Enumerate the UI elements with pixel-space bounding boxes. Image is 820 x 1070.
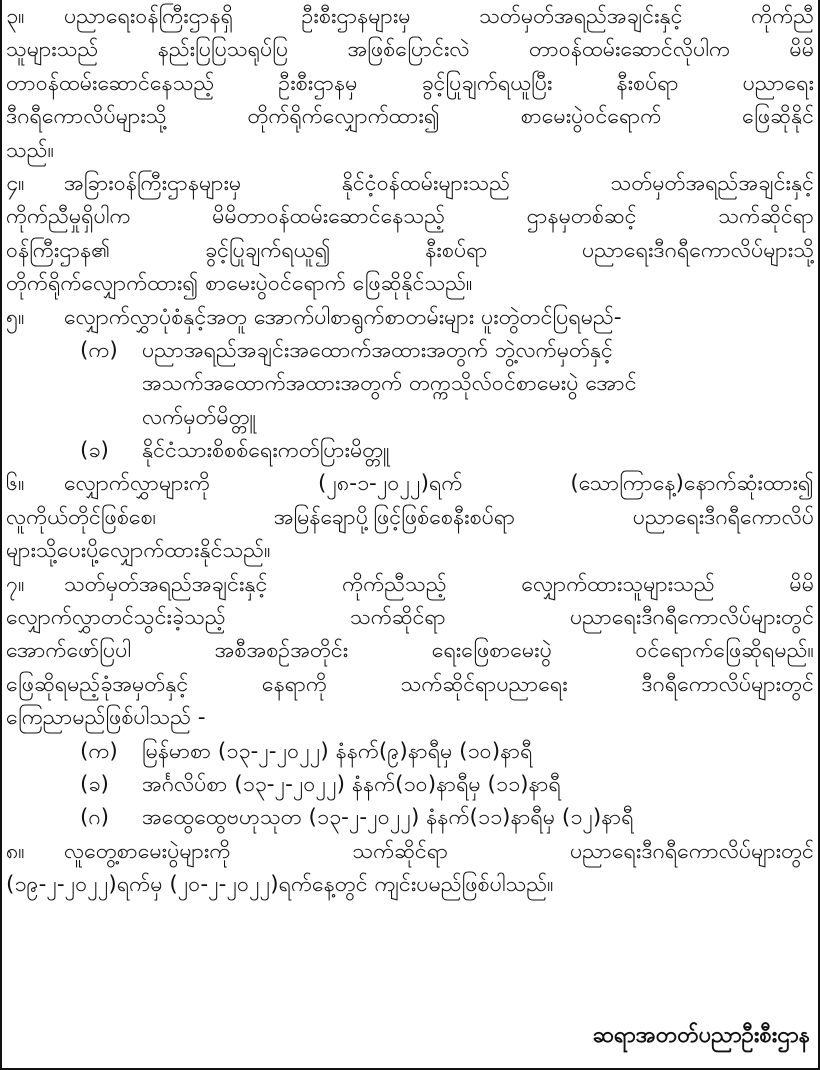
list-item-text: နိုင်ငံသားစိစစ်ရေးကတ်ပြားမိတ္တူ: [142, 438, 390, 464]
schedule-label: (ဂ): [80, 805, 110, 831]
schedule-text: အင်္ဂလိပ်စာ (၁၃-၂-၂၀၂၂) နံနက်(၁၀)နာရီမှ (၁၁)နာရီ: [142, 771, 561, 797]
list-item-label: (က): [80, 337, 118, 363]
paragraph-line: တိုက်ရိုက်လျှောက်ထား၍ စာမေးပွဲဝင်ရောက် ဖြေဆိုနိုင်သည်။: [6, 271, 473, 297]
paragraph-number: ၆။: [6, 471, 25, 497]
list-item-text: အသက်အထောက်အထားအတွက် တက္ကသိုလ်ဝင်စာမေးပွဲ အောင်: [142, 371, 637, 397]
list-item: [6, 334, 814, 367]
paragraph-line: လူကိုယ်တိုင်ဖြစ်စေ၊ အမြန်ချောပို့ဖြင့်ဖြစ်စေနီးစပ်ရာ ပညာရေးဒီဂရီကောလိပ်: [6, 504, 814, 530]
notice-body: [6, 0, 814, 902]
paragraph-line: ဖြေဆိုရမည့်ခုံအမှတ်နှင့် နေရာကို သက်ဆိုင်ရာပညာရေး ဒီဂရီကောလိပ်များတွင်: [6, 671, 814, 697]
paragraph-line: ကြေညာမည်ဖြစ်ပါသည် -: [6, 705, 206, 731]
paragraph-line: တာဝန်ထမ်းဆောင်နေသည့် ဦးစီးဌာနမှ ခွင့်ပြုချက်ရယူပြီး နီးစပ်ရာ ပညာရေး: [6, 70, 814, 96]
paragraph-number: ၈။: [6, 838, 25, 864]
list-item-text: လက်မှတ်မိတ္တူ: [142, 404, 256, 430]
paragraph-7: [6, 568, 814, 835]
paragraph-line: အောက်ဖော်ပြပါ အစီအစဉ်အတိုင်း ရေးဖြေစာမေးပွဲ ဝင်ရောက်ဖြေဆိုရမည်။: [6, 638, 814, 664]
schedule-label: (က): [80, 738, 118, 764]
paragraph-line: သတ်မှတ်အရည်အချင်းနှင့် ကိုက်ညီသည့် လျှောက်ထားသူများသည် မိမိ: [64, 571, 814, 597]
paragraph-line: ဝန်ကြီးဌာန၏ ခွင့်ပြုချက်ရယူ၍ နီးစပ်ရာ ပညာရေးဒီဂရီကောလိပ်များသို့: [6, 237, 814, 263]
schedule-item: [6, 801, 814, 834]
schedule-text: မြန်မာစာ (၁၃-၂-၂၀၂၂) နံနက်(၉)နာရီမှ (၁၀)နာရီ: [142, 738, 533, 764]
paragraph-8: [6, 835, 814, 902]
paragraph-line: သည်။: [6, 137, 55, 163]
schedule-label: (ခ): [80, 771, 109, 797]
paragraph-line: သူများသည် နည်းပြပြသရုပ်ပြ အဖြစ်ပြောင်းလဲ တာဝန်ထမ်းဆောင်လိုပါက မိမိ: [6, 37, 814, 63]
schedule-item: [6, 768, 814, 801]
schedule-item: [6, 735, 814, 768]
paragraph-number: ၇။: [6, 571, 25, 597]
paragraph-line: လူတွေ့စာမေးပွဲများကို သက်ဆိုင်ရာ ပညာရေးဒီဂရီကောလိပ်များတွင်: [64, 838, 814, 864]
paragraph-number: ၅။: [6, 304, 25, 330]
list-item-label: (ခ): [80, 438, 109, 464]
paragraph-line: လျှောက်လွှာတင်သွင်းခဲ့သည့် သက်ဆိုင်ရာ ပညာရေးဒီဂရီကောလိပ်များတွင်: [6, 605, 814, 631]
paragraph-4: [6, 167, 814, 301]
list-item: [6, 434, 814, 467]
paragraph-6: [6, 467, 814, 567]
paragraph-line: များသို့ပေးပို့လျှောက်ထားနိုင်သည်။: [6, 538, 271, 564]
paragraph-3: [6, 0, 814, 167]
paragraph-line: ကိုက်ညီမှုရှိပါက မိမိတာဝန်ထမ်းဆောင်နေသည့် ဌာနမှတစ်ဆင့် သက်ဆိုင်ရာ: [6, 204, 814, 230]
paragraph-line: ပညာရေးဝန်ကြီးဌာနရှိ ဦးစီးဌာနများမှ သတ်မှတ်အရည်အချင်းနှင့် ကိုက်ညီ: [64, 4, 814, 29]
paragraph-number: ၃။: [6, 4, 25, 29]
issuing-department-signature: ဆရာအတတ်ပညာဦးစီးဌာန: [592, 1023, 810, 1048]
schedule-text: အထွေထွေဗဟုသုတ (၁၃-၂-၂၀၂၂) နံနက်(၁၁)နာရီမှ (၁၂)နာရီ: [142, 805, 634, 831]
paragraph-5: [6, 301, 814, 468]
paragraph-line: လျှောက်လွှာပုံစံနှင့်အတူ အောက်ပါစာရွက်စာတမ်းများ ပူးတွဲတင်ပြရမည်-: [64, 304, 622, 330]
list-item-text: ပညာအရည်အချင်းအထောက်အထားအတွက် ဘွဲ့လက်မှတ်နှင့်: [142, 337, 613, 363]
paragraph-number: ၄။: [6, 170, 25, 196]
paragraph-line: လျှောက်လွှာများကို (၂၈-၁-၂၀၂၂)ရက် (သောကြာနေ့)နောက်ဆုံးထား၍: [64, 471, 814, 497]
paragraph-line: (၁၉-၂-၂၀၂၂)ရက်မှ (၂၀-၂-၂၀၂၂)ရက်နေ့တွင် ကျင်းပမည်ဖြစ်ပါသည်။: [6, 872, 554, 898]
paragraph-line: ဒီဂရီကောလိပ်များသို့ တိုက်ရိုက်လျှောက်ထား၍ စာမေးပွဲဝင်ရောက် ဖြေဆိုနိုင်: [6, 104, 814, 130]
paragraph-line: အခြားဝန်ကြီးဌာနများမှ နိုင်ငံ့ဝန်ထမ်းများသည် သတ်မှတ်အရည်အချင်းနှင့်: [64, 170, 814, 196]
